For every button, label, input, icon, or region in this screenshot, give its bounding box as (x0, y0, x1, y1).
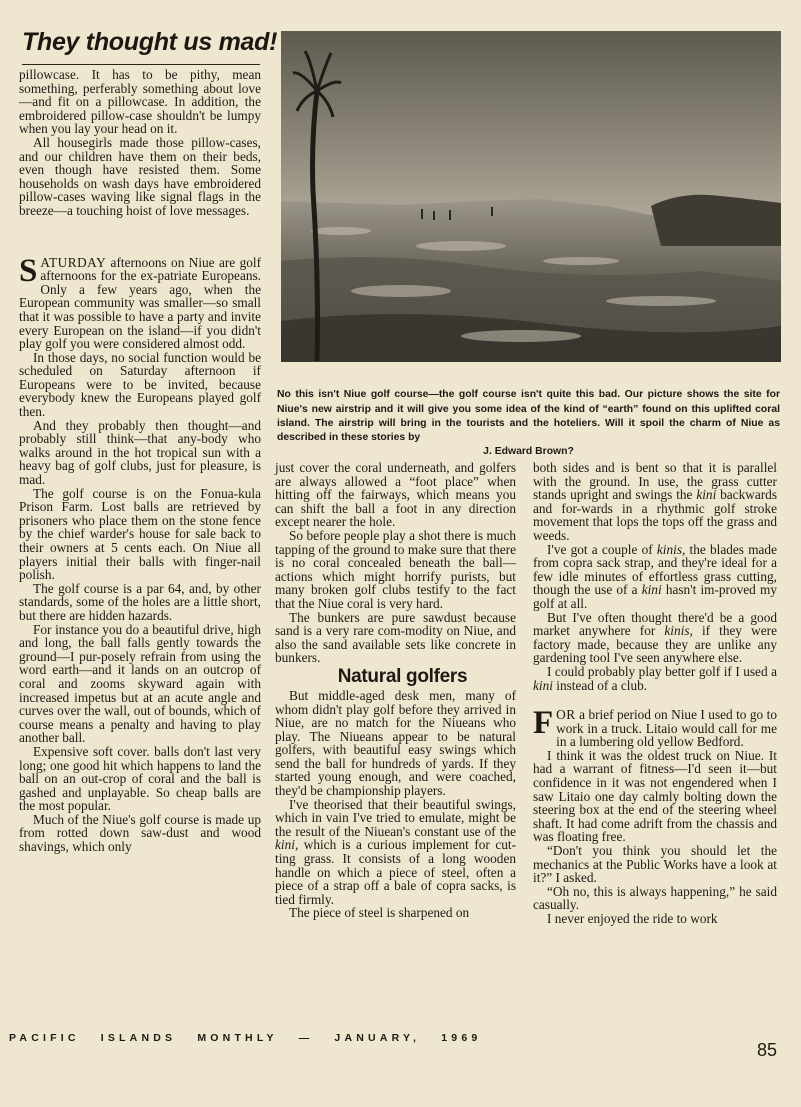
lead-caps: ATURDAY (40, 254, 107, 270)
paragraph-text: afternoons on Niue are golf afternoons for the ex-patriate Europeans. Only a few years ago, when the European community was smaller—so small that it was possible to have a party and invite every European on the island—if you didn't play golf you were considered almost odd. (19, 254, 261, 352)
paragraph-text: But I've often thought there'd be a good market anywhere for (533, 609, 777, 639)
paragraph-text: instead of a club. (552, 677, 648, 693)
italic-word: kini (533, 677, 553, 693)
paragraph-text: if they were factory made, because they are unlike any gardening tool I've seen anywhere else. (533, 623, 778, 666)
paragraph: All housegirls made those pillow-cases, and our children have them on their beds, even though have resisted them. Some households on wash days have embroidered pillow-cases waving like signal flags in the breeze—a touching hoist of love messages. (19, 134, 261, 218)
paragraph: “Oh no, this is always happening,” he said casually. (533, 883, 777, 913)
italic-word: kini (696, 487, 717, 503)
page-number: 85 (756, 1040, 777, 1060)
paragraph: Expensive soft cover. balls don't last very long; one good hit which happens to land the ball on an out-crop of coral and the ball is gashed and unplayable. So cheap balls are the most popular. (19, 743, 261, 814)
paragraph-text: both sides and is bent so that it is parallel with the ground. In use, the grass cutter stands upright and swings the (533, 460, 777, 503)
article-column-3 (533, 461, 777, 926)
italic-word: kinis, (656, 541, 686, 557)
paragraph: And they probably then thought—and probably still think—that any-body who walks around in the hot tropical sun with a heavy bag of golf clubs, just for pleasure, is mad. (19, 417, 261, 488)
paragraph-text: a brief period on Niue I used to go to work in a truck. Litaio would call for me in a lumbering old yellow Bedford. (556, 707, 777, 750)
paragraph-text: which is a curious implement for cut-ting grass. It consists of a long wooden handle on which a piece of steel, often a piece of a strap off a bale of copra sacks, is tied firmly. (275, 837, 516, 907)
paragraph-kini-use (533, 461, 777, 543)
paragraph-text: I could probably play better golf if I used a (547, 663, 777, 679)
paragraph-text: hasn't im-proved my golf at all. (533, 582, 777, 611)
section-gap (19, 218, 261, 256)
airstrip-photo-graphic (281, 31, 781, 362)
paragraph: But middle-aged desk men, many of whom didn't play golf before they arrived in Niue, are no match for the Niueans who play. The Niueans appear to be natural golfers, with beautiful easy swings which send the ball for hundreds of yards. If they started young enough, and were coached, they'd be championship players. (275, 687, 516, 799)
paragraph: For instance you do a beautiful drive, high and long, the ball falls gently towards the ground—I pur-posely refrain from using the word earth—and it lands on an outcrop of coral and zooms skyward again with increased impetus but at an acute angle and curves over the wall, out of bounds, which of course means a penalty and having to play another ball. (19, 621, 261, 746)
airstrip-photo (281, 31, 781, 362)
paragraph: The bunkers are pure sawdust because sand is a very rare com-modity on Niue, and also the sand available sets like concrete in bunkers. (275, 609, 516, 666)
section-subheading: Natural golfers (337, 665, 468, 687)
paragraph-text: the blades made from copra sack strap, and they're ideal for a few idle minutes of effortless grass cutting, though the use of a (533, 541, 777, 598)
paragraph-text: I've theorised that their beautiful swings, which in vain I've tried to emulate, might be the result of the Niuean's constant use of the (275, 796, 516, 839)
paragraph-text: I've got a couple of (547, 541, 657, 557)
paragraph: just cover the coral underneath, and golfers are always allowed a “foot place” when hitting off the fairways, which means you can shift the ball a foot in any direction except nearer the hole. (275, 460, 516, 530)
paragraph: In those days, no social function would be scheduled on Saturday afternoon if Europeans were to be invited, because everybody knew the Europeans played golf then. (19, 349, 261, 420)
paragraph: The piece of steel is sharpened on (289, 905, 470, 921)
caption-byline: J. Edward Brown? (483, 446, 574, 458)
title-rule (22, 64, 260, 65)
paragraph-better-golf (533, 665, 777, 692)
italic-word: kini, (275, 837, 299, 853)
paragraph-kini (275, 798, 516, 907)
italic-word: kini (641, 582, 662, 598)
paragraph: The golf course is on the Fonua-kula Prison Farm. Lost balls are retrieved by prisoners who place them on the stone fence by the chief warder's house for sale back to their owners at 5 cents each. On Niue all players initial their balls with finger-nail polish. (19, 485, 261, 583)
paragraph: Much of the Niue's golf course is made up from rotted down saw-dust and wood shavings, which only (19, 811, 261, 855)
lead-caps: OR (556, 707, 576, 723)
paragraph: The golf course is a par 64, and, by other standards, some of the holes are a little short, but there are hidden hazards. (19, 580, 261, 623)
paragraph-kinis (533, 543, 777, 611)
photo-caption (277, 388, 780, 459)
paragraph: “Don't you think you should let the mechanics at the Public Works have a look at it?” I asked. (533, 843, 777, 886)
paragraph: I think it was the oldest truck on Niue. It had a warrant of fitness—I'd seen it—but confidence in it was not engendered when I saw Litaio one day calmly bolting down the steering box at the end of the steering wheel shaft. It had come adrift from the chassis and was floating free. (533, 747, 777, 845)
italic-word: kinis, (664, 623, 693, 639)
drop-cap: S (19, 252, 38, 289)
paragraph: I never enjoyed the ride to work (547, 911, 718, 926)
paragraph-saturday (19, 252, 261, 352)
publication-footer: PACIFIC ISLANDS MONTHLY — JANUARY, 1969 (9, 1032, 482, 1044)
page-title: They thought us mad! (22, 28, 278, 56)
article-column-1 (19, 68, 261, 854)
caption-text: No this isn't Niue golf course—the golf course isn't quite this bad. Our picture shows the site for Niue's new airstrip and it will give you some idea of the kind of “earth” found on this uplifted coral island. The airstrip will bring in the tourists and the hoteliers. Will it spoil the charm of Niue as described in these stories by (277, 389, 780, 443)
paragraph-text: backwards and for-wards in a rhythmic golf stroke movement that lops the tops off the grass and weeds. (533, 487, 777, 543)
paragraph: pillowcase. It has to be pithy, mean something, perferably something about love—and fit on a pillowcase. In addition, the embroidered pillow-case shouldn't be lumpy when you lay your head on it. (19, 67, 261, 137)
drop-cap: F (533, 705, 554, 742)
paragraph: So before people play a shot there is much tapping of the ground to make sure that there is no coral concealed beneath the ball—actions which might horrify purists, but many broken golf clubs testify to the fact that the Niue coral is very hard. (275, 527, 516, 611)
paragraph-market (533, 611, 777, 665)
article-column-2 (275, 461, 516, 920)
paragraph-truck (533, 705, 777, 750)
section-gap (533, 692, 777, 708)
